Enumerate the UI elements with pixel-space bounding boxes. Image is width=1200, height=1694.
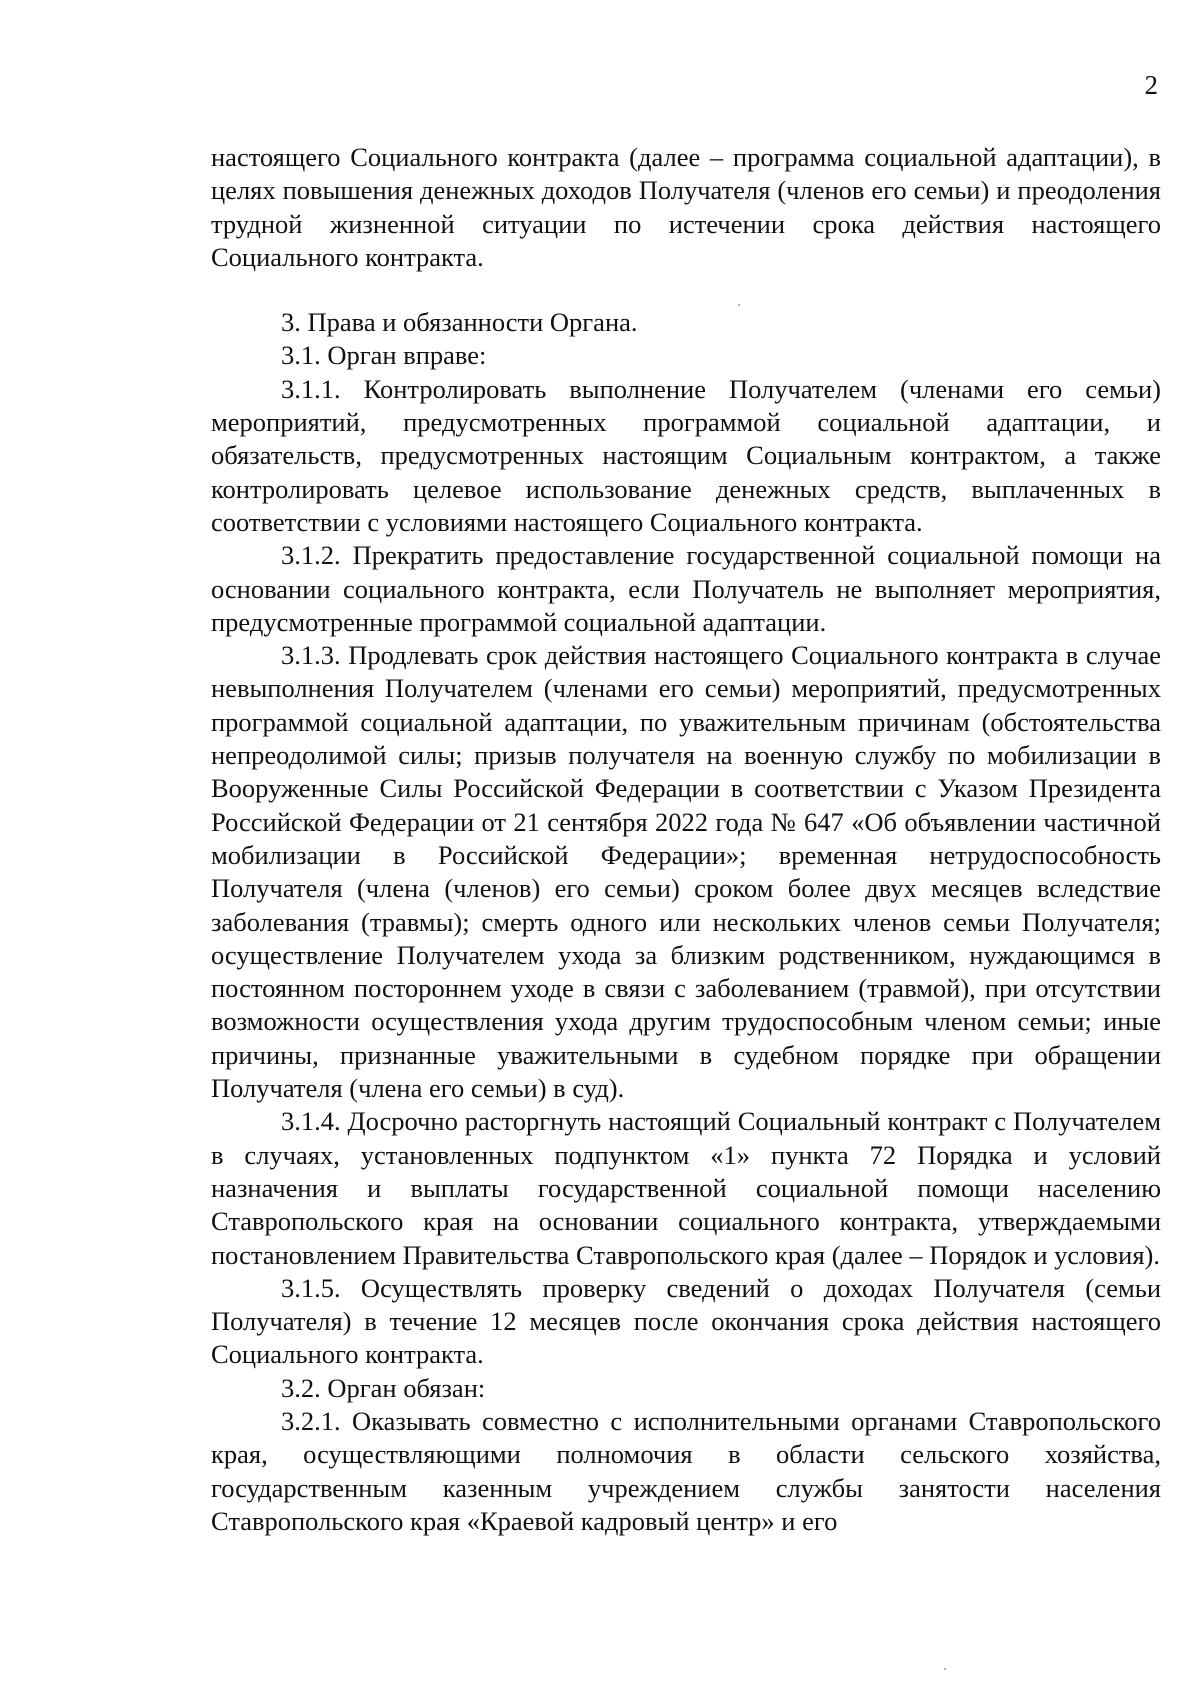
scan-speck — [944, 1668, 946, 1670]
scan-speck — [738, 304, 740, 306]
page-number: 2 — [1144, 70, 1158, 100]
clause-3-2-1: 3.2.1. Оказывать совместно с исполнительными органами Ставропольского края, осуществляющими полномочия в области сельского хозяйства, государственным казенным учреждением службы занятости населения Ставропольского края «Краевой кадровый центр» и его — [211, 1405, 1161, 1536]
clause-3-1-2: 3.1.2. Прекратить предоставление государственной социальной помощи на основании социального контракта, если Получатель не выполняет мероприятия, предусмотренные программой социальной адаптации. — [211, 540, 1161, 637]
paragraph-continuation: настоящего Социального контракта (далее – программа социальной адаптации), в целях повышения денежных доходов Получателя (членов его семьи) и преодоления трудной жизненной ситуации по истечении срока действия настоящего Социального контракта. — [211, 142, 1161, 272]
clause-3-1-5: 3.1.5. Осуществлять проверку сведений о доходах Получателя (семьи Получателя) в течение 12 месяцев после окончания срока действия настоящего Социального контракта. — [211, 1272, 1161, 1370]
clause-3-1-3: 3.1.3. Продлевать срок действия настоящего Социального контракта в случае невыполнения Получателем (членами его семьи) мероприятий, предусмотренных программой социальной адаптации, по уважительным причинам (обстоятельства непреодолимой силы; призыв получателя на военную службу по мобилизации в Вооруженные Силы Российской Федерации в соответствии с Указом Президента Российской Федерации от 21 сентября 2022 года № 647 «Об объявлении частичной мобилизации в Российской Федерации»; временная нетрудоспособность Получателя (члена (членов) его семьи) сроком более двух месяцев вследствие заболевания (травмы); смерть одного или нескольких членов семьи Получателя; осуществление Получателем ухода за близким родственником, нуждающимся в постоянном постороннем уходе в связи с заболеванием (травмой), при отсутствии возможности осуществления ухода другим трудоспособным членом семьи; иные причины, признанные уважительными в судебном порядке при обращении Получателя (члена его семьи) в суд). — [211, 640, 1161, 1104]
section-heading-3: 3. Права и обязанности Органа. — [281, 307, 638, 338]
clause-3-1-4: 3.1.4. Досрочно расторгнуть настоящий Социальный контракт с Получателем в случаях, установленных подпунктом «1» пункта 72 Порядка и условий назначения и выплаты государственной социальной помощи населению Ставропольского края на основании социального контракта, утверждаемыми постановлением Правительства Ставропольского края (далее – Порядок и условия). — [211, 1106, 1161, 1270]
subsection-heading-3-2: 3.2. Орган обязан: — [281, 1372, 486, 1403]
subsection-heading-3-1: 3.1. Орган вправе: — [281, 340, 487, 371]
clause-3-1-1: 3.1.1. Контролировать выполнение Получателем (членами его семьи) мероприятий, предусмотренных программой социальной адаптации, и обязательств, предусмотренных настоящим Социальным контрактом, а также контролировать целевое использование денежных средств, выплаченных в соответствии с условиями настоящего Социального контракта. — [211, 373, 1161, 537]
document-body — [211, 141, 1161, 1538]
